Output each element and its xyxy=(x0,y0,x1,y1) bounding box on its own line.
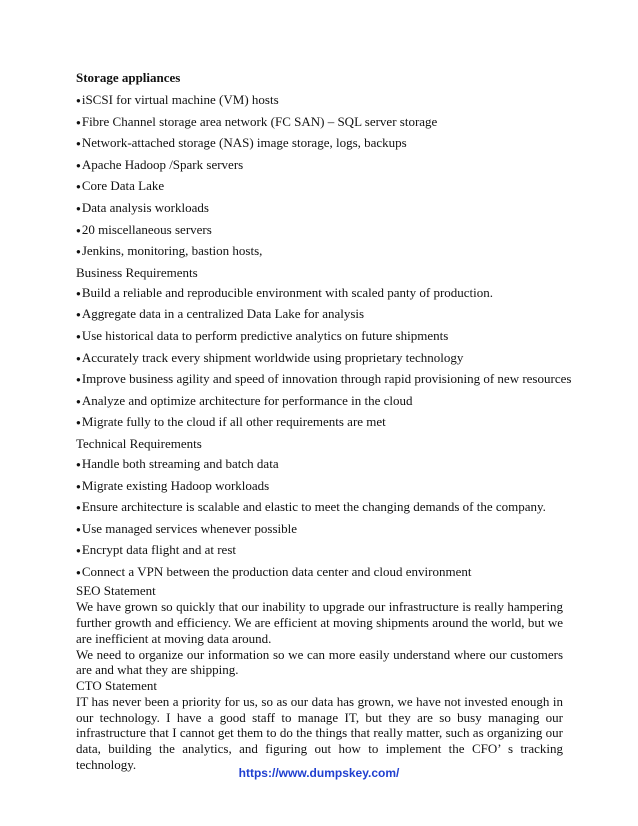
bullet-icon: ● xyxy=(76,160,81,170)
list-item: ●Connect a VPN between the production data center and cloud environment xyxy=(76,563,472,579)
list-item: ●Migrate existing Hadoop workloads xyxy=(76,477,270,493)
list-item: ●Handle both streaming and batch data xyxy=(76,455,279,471)
list-item: ●Build a reliable and reproducible environment with scaled panty of production. xyxy=(76,284,494,300)
technical-requirements-list xyxy=(76,454,563,584)
seo-statement-heading: SEO Statement xyxy=(76,583,156,599)
list-item: ●Apache Hadoop /Spark servers xyxy=(76,156,244,172)
seo-paragraph-1: We have grown so quickly that our inability to upgrade our infrastructure is really hampering further growth and efficiency. We are efficient at moving shipments around the world, but we are inefficient at moving data around. xyxy=(76,599,563,646)
bullet-icon: ● xyxy=(76,331,81,341)
technical-requirements-heading: Technical Requirements xyxy=(76,435,202,451)
bullet-icon: ● xyxy=(76,225,81,235)
storage-heading: Storage appliances xyxy=(76,70,181,85)
cto-statement-heading: CTO Statement xyxy=(76,677,158,693)
list-item: ●20 miscellaneous servers xyxy=(76,221,212,237)
bullet-icon: ● xyxy=(76,546,81,556)
bullet-icon: ● xyxy=(76,203,81,213)
cto-paragraph: IT has never been a priority for us, so as our data has grown, we have not invested enough in our technology. I have a good staff to manage IT, but they are so busy managing our infrastructure that I cannot get them to do the things that really matter, such as organizing our data, building the analytics, and figuring out how to implement the CFO’ s tracking technology. xyxy=(76,693,563,772)
business-requirements-list xyxy=(76,283,572,434)
document-body xyxy=(76,68,572,773)
bullet-icon: ● xyxy=(76,182,81,192)
footer xyxy=(0,766,638,780)
business-requirements-heading: Business Requirements xyxy=(76,264,198,280)
list-item: ●Accurately track every shipment worldwide using proprietary technology xyxy=(76,349,464,365)
list-item: ●Core Data Lake xyxy=(76,178,165,194)
list-item: ●Migrate fully to the cloud if all other requirements are met xyxy=(76,414,386,430)
bullet-icon: ● xyxy=(76,418,81,428)
list-item: ●Aggregate data in a centralized Data Lake for analysis xyxy=(76,306,365,322)
bullet-icon: ● xyxy=(76,481,81,491)
storage-list xyxy=(76,90,563,263)
list-item: ●Jenkins, monitoring, bastion hosts, xyxy=(76,243,263,259)
bullet-icon: ● xyxy=(76,117,81,127)
bullet-icon: ● xyxy=(76,353,81,363)
bullet-icon: ● xyxy=(76,459,81,469)
list-item: ●Data analysis workloads xyxy=(76,199,209,215)
bullet-icon: ● xyxy=(76,139,81,149)
list-item: ●Improve business agility and speed of innovation through rapid provisioning of new resources xyxy=(76,371,572,387)
seo-paragraph-2: We need to organize our information so we can more easily understand where our customers are and what they are shipping. xyxy=(76,646,563,678)
list-item: ●Ensure architecture is scalable and elastic to meet the changing demands of the company. xyxy=(76,499,546,515)
list-item: ●iSCSI for virtual machine (VM) hosts xyxy=(76,92,279,107)
list-item: ●Analyze and optimize architecture for performance in the cloud xyxy=(76,392,413,408)
bullet-icon: ● xyxy=(76,247,81,257)
bullet-icon: ● xyxy=(76,375,81,385)
bullet-icon: ● xyxy=(76,96,81,105)
bullet-icon: ● xyxy=(76,503,81,513)
list-item: ●Use historical data to perform predictive analytics on future shipments xyxy=(76,327,449,343)
bullet-icon: ● xyxy=(76,567,81,577)
bullet-icon: ● xyxy=(76,288,81,298)
list-item: ●Encrypt data flight and at rest xyxy=(76,542,236,558)
bullet-icon: ● xyxy=(76,310,81,320)
bullet-icon: ● xyxy=(76,396,81,406)
list-item: ●Network-attached storage (NAS) image storage, logs, backups xyxy=(76,135,407,151)
footer-link[interactable]: https://www.dumpskey.com/ xyxy=(238,766,400,780)
list-item: ●Use managed services whenever possible xyxy=(76,520,297,536)
bullet-icon: ● xyxy=(76,524,81,534)
list-item: ●Fibre Channel storage area network (FC SAN) – SQL server storage xyxy=(76,113,438,129)
